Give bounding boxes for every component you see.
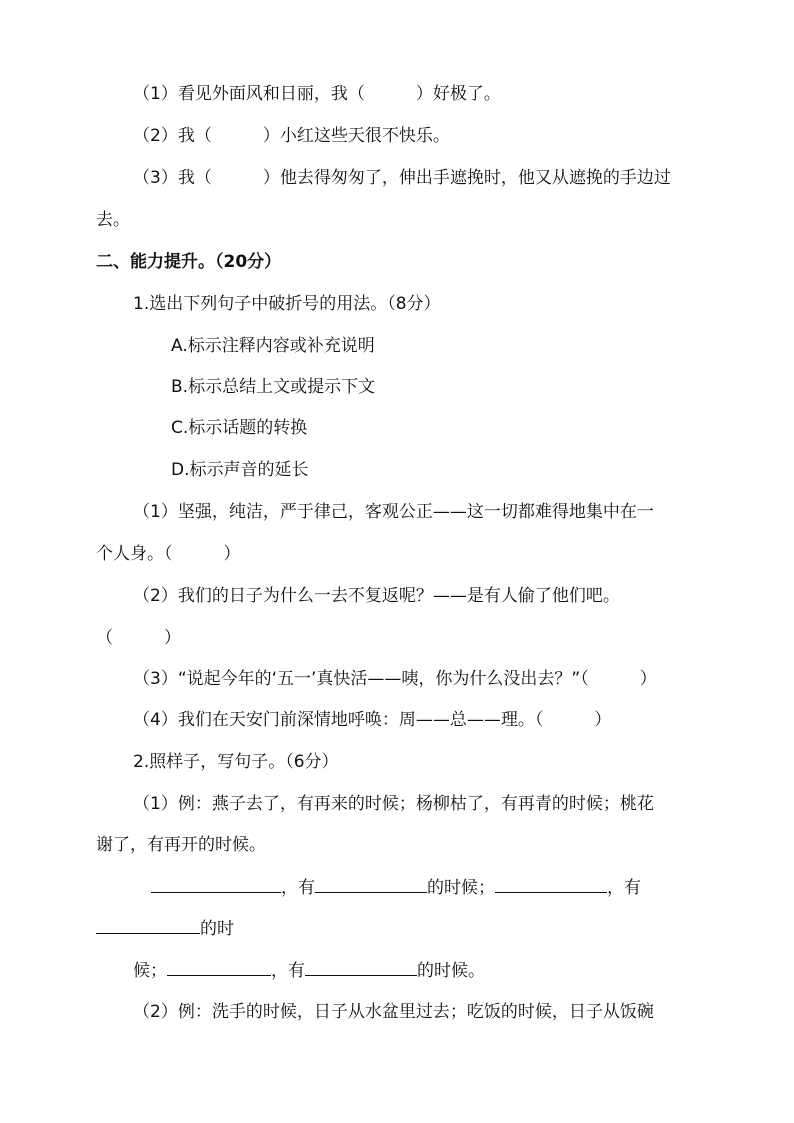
example-1: （1）例：燕子去了，有再来的时候；杨柳枯了，有再青的时候；桃花 bbox=[133, 794, 654, 814]
sentence-2-answer: （ ） bbox=[96, 628, 181, 648]
fill-line-1 bbox=[151, 875, 641, 900]
answer-blank[interactable] bbox=[315, 875, 427, 893]
task1-title: 1.选出下列句子中破折号的用法。（8分） bbox=[133, 294, 441, 314]
fill-text: 候； bbox=[133, 961, 167, 981]
sentence-4: （4）我们在天安门前深情地呼唤：周——总——理。（ ） bbox=[133, 710, 612, 730]
sentence-2: （2）我们的日子为什么一去不复返呢？——是有人偷了他们吧。 bbox=[133, 586, 620, 606]
section-heading: 二、能力提升。（20分） bbox=[96, 252, 282, 272]
sentence-1: （1）坚强，纯洁，严于律己，客观公正——这一切都难得地集中在一 bbox=[133, 502, 654, 522]
fill-line-2 bbox=[96, 916, 234, 941]
answer-blank[interactable] bbox=[96, 916, 200, 934]
answer-blank[interactable] bbox=[495, 875, 607, 893]
fill-text: ，有 bbox=[281, 878, 315, 898]
fill-text: ，有 bbox=[271, 961, 305, 981]
q3-continuation: 去。 bbox=[96, 210, 130, 230]
example-2: （2）例：洗手的时候，日子从水盆里过去；吃饭的时候，日子从饭碗 bbox=[133, 1002, 654, 1022]
q2-line: （2）我（ ）小红这些天很不快乐。 bbox=[133, 126, 450, 146]
q3-line: （3）我（ ）他去得匆匆了，伸出手遮挽时，他又从遮挽的手边过 bbox=[133, 168, 671, 188]
q1-line: （1）看见外面风和日丽，我（ ）好极了。 bbox=[133, 84, 501, 104]
option-c: C.标示话题的转换 bbox=[171, 418, 308, 438]
sentence-3: （3）“说起今年的‘五一’真快活——咦，你为什么没出去？”（ ） bbox=[133, 669, 657, 689]
answer-blank[interactable] bbox=[305, 958, 417, 976]
fill-text: 的时候。 bbox=[417, 961, 485, 981]
sentence-1-cont: 个人身。（ ） bbox=[96, 544, 241, 564]
task2-title: 2.照样子，写句子。（6分） bbox=[133, 752, 339, 772]
option-b: B.标示总结上文或提示下文 bbox=[171, 377, 376, 397]
answer-blank[interactable] bbox=[151, 875, 281, 893]
option-d: D.标示声音的延长 bbox=[171, 460, 309, 480]
example-1-cont: 谢了，有再开的时候。 bbox=[96, 835, 266, 855]
fill-text: ，有 bbox=[607, 878, 641, 898]
fill-text: 的时候； bbox=[427, 878, 495, 898]
answer-blank[interactable] bbox=[167, 958, 271, 976]
fill-line-3 bbox=[133, 958, 485, 983]
option-a: A.标示注释内容或补充说明 bbox=[171, 336, 375, 356]
fill-text: 的时 bbox=[200, 919, 234, 939]
